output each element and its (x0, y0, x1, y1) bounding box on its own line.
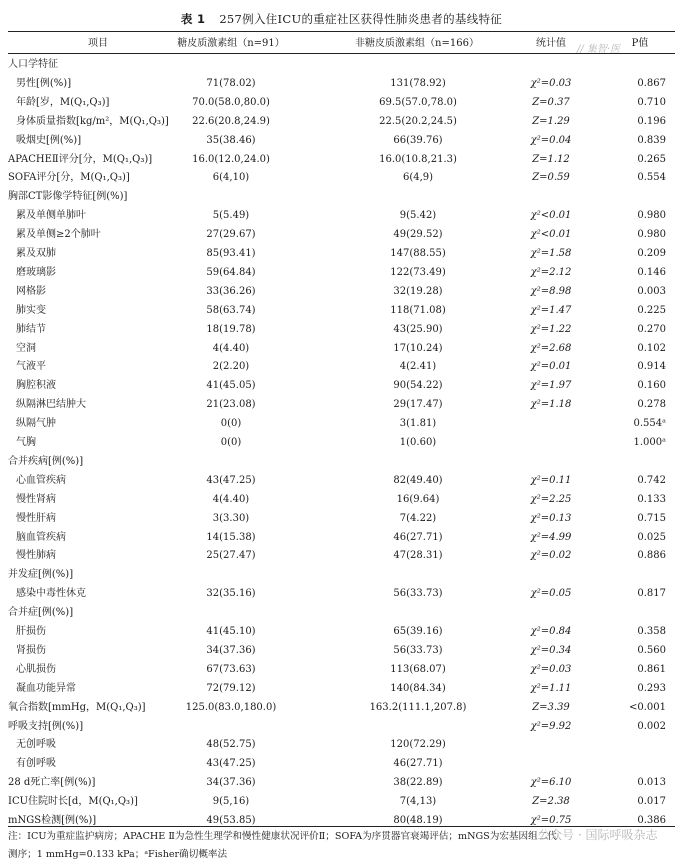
table-row (8, 415, 675, 433)
header-group2: 非糖皮质激素组（n=166） (355, 38, 479, 49)
cell-p: 0.278 (637, 399, 666, 411)
table-title (0, 11, 683, 27)
header-item: 项目 (88, 38, 108, 49)
cell-group1: 59(64.84) (206, 266, 256, 278)
cell-stat: Z=1.29 (532, 115, 570, 127)
cell-stat: χ²=0.04 (530, 134, 572, 146)
cell-item: 网格影 (16, 285, 46, 297)
cell-item: 气胸 (16, 437, 36, 448)
table-row (8, 245, 675, 263)
table-number: 表 1 (180, 12, 206, 26)
cell-stat: χ²=0.13 (530, 512, 572, 524)
watermark-bottom: 公众号 · 国际呼吸杂志 (538, 828, 658, 842)
cell-stat: Z=1.12 (532, 153, 570, 165)
cell-stat: χ²=1.18 (530, 399, 572, 411)
header-rule (8, 53, 675, 54)
cell-group2: 140(84.34) (390, 682, 446, 694)
cell-stat: χ²=2.25 (530, 493, 572, 505)
cell-group1: 85(93.41) (206, 248, 256, 259)
cell-stat: χ²=6.10 (530, 777, 572, 789)
cell-p: 0.839 (637, 134, 666, 146)
cell-p: 0.914 (637, 361, 666, 373)
cell-stat: χ²<0.01 (530, 210, 572, 222)
cell-group2: 17(10.24) (393, 342, 443, 354)
cell-group1: 48(52.75) (206, 739, 256, 751)
cell-item: 人口学特征 (8, 59, 58, 70)
cell-group1: 67(73.63) (206, 663, 256, 675)
cell-p: 0.017 (637, 796, 666, 808)
cell-group2: 69.5(57.0,78.0) (379, 96, 457, 108)
table-row (8, 604, 675, 622)
cell-p: 0.146 (637, 266, 666, 278)
cell-p: 0.225 (637, 304, 666, 316)
header-group1: 糖皮质激素组（n=91） (177, 38, 285, 49)
cell-group2: 7(4,13) (399, 796, 437, 808)
header-p: P值 (631, 38, 649, 49)
cell-p: 0.386 (637, 815, 666, 826)
cell-group1: 2(2.20) (212, 361, 250, 373)
cell-group2: 56(33.73) (393, 644, 443, 656)
cell-group1: 34(37.36) (206, 644, 256, 656)
table-row (8, 56, 675, 74)
table-row (8, 491, 675, 509)
table-row (8, 453, 675, 471)
cell-group2: 122(73.49) (390, 266, 446, 278)
cell-group2: 49(29.52) (393, 229, 443, 241)
table-row (8, 207, 675, 225)
cell-item: SOFA评分[分，M(Q₁,Q₃)] (8, 172, 130, 184)
header-stat: 统计值 (536, 38, 566, 49)
cell-p: 1.000ᵃ (633, 437, 666, 448)
cell-stat: χ²=2.12 (530, 266, 572, 278)
cell-stat: χ²=1.22 (530, 323, 572, 335)
cell-item: 吸烟史[例(%)] (16, 134, 82, 146)
cell-stat: χ²=1.47 (530, 304, 572, 316)
cell-item: 纵隔气肿 (16, 418, 56, 430)
cell-group2: 65(39.16) (393, 626, 443, 637)
cell-item: 脑血管疾病 (16, 531, 66, 543)
table-row (8, 264, 675, 282)
cell-group1: 72(79.12) (206, 682, 256, 694)
cell-item: 有创呼吸 (16, 758, 56, 770)
cell-p: 0.980 (637, 210, 666, 222)
cell-p: 0.710 (637, 96, 666, 108)
table-row (8, 661, 675, 679)
table-row (8, 585, 675, 603)
table-row (8, 547, 675, 565)
cell-group1: 22.6(20.8,24.9) (192, 115, 270, 127)
table-row (8, 793, 675, 811)
cell-item: 氧合指数[mmHg，M(Q₁,Q₃)] (8, 701, 146, 713)
cell-group2: 3(1.81) (399, 418, 437, 430)
cell-group1: 6(4,10) (212, 172, 250, 184)
cell-stat: χ²=9.92 (530, 720, 572, 732)
table-row (8, 188, 675, 206)
cell-p: 0.160 (637, 380, 666, 392)
cell-group1: 3(3.30) (212, 512, 250, 524)
cell-item: 心血管疾病 (16, 474, 66, 486)
cell-stat: χ²<0.01 (530, 229, 572, 241)
cell-group2: 82(49.40) (393, 474, 443, 486)
cell-group1: 41(45.05) (206, 380, 256, 392)
table-row (8, 699, 675, 717)
cell-group1: 43(47.25) (206, 758, 256, 770)
cell-group1: 35(38.46) (206, 134, 256, 146)
cell-item: 身体质量指数[kg/m²，M(Q₁,Q₃)] (16, 115, 169, 127)
cell-p: 0.742 (637, 474, 666, 486)
cell-item: 无创呼吸 (16, 739, 56, 751)
cell-stat: χ²=1.11 (530, 682, 572, 694)
cell-item: 慢性肝病 (16, 512, 56, 524)
cell-group1: 33(36.26) (206, 285, 256, 297)
cell-item: 胸部CT影像学特征[例(%)] (8, 191, 128, 203)
cell-item: 气液平 (16, 361, 46, 373)
cell-group1: 125.0(83.0,180.0) (185, 701, 277, 713)
cell-item: 合并疾病[例(%)] (8, 455, 84, 467)
cell-group1: 32(35.16) (206, 588, 256, 600)
cell-group1: 14(15.38) (206, 531, 256, 543)
cell-item: 呼吸支持[例(%)] (8, 720, 84, 732)
table-row (8, 358, 675, 376)
table-row (8, 94, 675, 112)
cell-p: 0.025 (637, 531, 666, 543)
cell-group1: 34(37.36) (206, 777, 256, 789)
cell-p: 0.265 (637, 153, 666, 165)
cell-group2: 9(5.42) (399, 210, 437, 222)
cell-group2: 131(78.92) (390, 77, 446, 89)
cell-p: 0.270 (637, 323, 666, 335)
cell-group1: 0(0) (220, 437, 242, 448)
cell-stat: χ²=0.05 (530, 588, 572, 600)
cell-group2: 118(71.08) (390, 304, 446, 316)
cell-p: 0.003 (637, 285, 666, 297)
cell-stat: Z=3.39 (532, 701, 570, 713)
cell-group1: 21(23.08) (206, 399, 256, 411)
table-row (8, 226, 675, 244)
cell-stat: χ²=1.58 (530, 248, 572, 259)
cell-group1: 71(78.02) (206, 77, 256, 89)
cell-group2: 46(27.71) (393, 531, 443, 543)
cell-item: 肺结节 (16, 323, 46, 335)
table-row (8, 736, 675, 754)
cell-group2: 90(54.22) (393, 380, 443, 392)
cell-item: 慢性肾病 (16, 493, 56, 505)
cell-stat: χ²=0.01 (530, 361, 572, 373)
cell-item: 累及单侧单肺叶 (16, 210, 86, 222)
cell-group2: 46(27.71) (393, 758, 443, 770)
table-row (8, 75, 675, 93)
table-row (8, 321, 675, 339)
cell-group1: 58(63.74) (206, 304, 256, 316)
cell-group2: 1(0.60) (399, 437, 437, 448)
table-row (8, 566, 675, 584)
cell-group2: 6(4,9) (402, 172, 434, 184)
table-row (8, 755, 675, 773)
cell-item: 累及双肺 (16, 248, 56, 259)
cell-item: 肺实变 (16, 304, 46, 316)
table-row (8, 132, 675, 150)
cell-group2: 7(4.22) (399, 512, 437, 524)
cell-stat: χ²=0.03 (530, 663, 572, 675)
cell-item: ICU住院时长[d，M(Q₁,Q₃)] (8, 796, 138, 808)
cell-group2: 16.0(10.8,21.3) (379, 153, 457, 165)
cell-stat: χ²=0.75 (530, 815, 572, 826)
table-row (8, 283, 675, 301)
cell-stat: Z=0.37 (532, 96, 570, 108)
cell-group2: 16(9.64) (396, 493, 440, 505)
cell-group1: 4(4.40) (212, 493, 250, 505)
cell-group1: 41(45.10) (206, 626, 256, 637)
cell-group2: 66(39.76) (393, 134, 443, 146)
table-row (8, 774, 675, 792)
table-row (8, 472, 675, 490)
cell-group2: 29(17.47) (393, 399, 443, 411)
cell-group2: 80(48.19) (393, 815, 443, 826)
cell-group1: 0(0) (220, 418, 242, 430)
cell-item: 纵隔淋巴结肿大 (16, 399, 86, 411)
table-row (8, 377, 675, 395)
cell-p: 0.133 (637, 493, 666, 505)
cell-p: 0.886 (637, 550, 666, 562)
table-row (8, 642, 675, 660)
cell-item: APACHEⅡ评分[分，M(Q₁,Q₃)] (8, 153, 153, 165)
cell-item: mNGS检测[例(%)] (8, 815, 97, 826)
cell-stat: Z=2.38 (532, 796, 570, 808)
cell-p: 0.817 (637, 588, 666, 600)
cell-group2: 147(88.55) (390, 248, 446, 259)
cell-group1: 9(5,16) (212, 796, 250, 808)
cell-p: 0.358 (637, 626, 666, 637)
cell-group2: 120(72.29) (390, 739, 446, 751)
table-row (8, 680, 675, 698)
watermark-top: // 集智·医 (577, 44, 621, 55)
table-row (8, 434, 675, 452)
cell-group1: 16.0(12.0,24.0) (192, 153, 270, 165)
table-row (8, 396, 675, 414)
cell-item: 肾损伤 (16, 644, 46, 656)
cell-group2: 113(68.07) (390, 663, 446, 675)
cell-group1: 25(27.47) (206, 550, 256, 562)
table-row (8, 169, 675, 187)
cell-item: 感染中毒性休克 (16, 588, 86, 600)
cell-group1: 5(5.49) (212, 210, 250, 222)
table-note-line2: 测序；1 mmHg=0.133 kPa；ᵃFisher确切概率法 (8, 849, 228, 860)
cell-p: 0.293 (637, 682, 666, 694)
cell-p: 0.980 (637, 229, 666, 241)
cell-p: 0.554 (637, 172, 666, 184)
cell-stat: χ²=0.11 (530, 474, 572, 486)
cell-group2: 32(19.28) (393, 285, 443, 297)
cell-group2: 38(22.89) (393, 777, 443, 789)
table-row (8, 718, 675, 736)
top-rule (8, 31, 675, 32)
cell-stat: χ²=0.02 (530, 550, 572, 562)
cell-group2: 163.2(111.1,207.8) (369, 701, 467, 713)
cell-item: 胸腔积液 (16, 380, 56, 392)
cell-p: 0.867 (637, 77, 666, 89)
cell-item: 慢性肺病 (16, 550, 56, 562)
cell-group2: 56(33.73) (393, 588, 443, 600)
cell-item: 肝损伤 (16, 626, 46, 637)
cell-p: 0.560 (637, 644, 666, 656)
cell-p: 0.861 (637, 663, 666, 675)
cell-group1: 27(29.67) (206, 229, 256, 241)
table-row (8, 113, 675, 131)
cell-item: 男性[例(%)] (16, 77, 72, 89)
table-row (8, 510, 675, 528)
table-row (8, 340, 675, 358)
cell-stat: χ²=0.03 (530, 77, 572, 89)
cell-p: 0.196 (637, 115, 666, 127)
cell-stat: χ²=0.34 (530, 644, 572, 656)
table-row (8, 151, 675, 169)
cell-p: 0.209 (637, 248, 666, 259)
table-row (8, 623, 675, 641)
cell-group1: 4(4.40) (212, 342, 250, 354)
cell-item: 并发症[例(%)] (8, 569, 74, 581)
cell-stat: χ²=0.84 (530, 626, 572, 637)
table-note-line1: 注：ICU为重症监护病房；APACHE Ⅱ为急性生理学和慢性健康状况评价Ⅱ；SOFA为序贯器官衰竭评估；mNGS为宏基因组二代 (8, 831, 557, 842)
cell-item: 磨玻璃影 (16, 266, 56, 278)
cell-p: <0.001 (628, 701, 666, 713)
cell-p: 0.013 (637, 777, 666, 789)
cell-item: 凝血功能异常 (16, 682, 76, 694)
cell-p: 0.554ᵃ (633, 418, 666, 430)
cell-p: 0.102 (637, 342, 666, 354)
cell-item: 心肌损伤 (16, 663, 56, 675)
cell-group2: 22.5(20.2,24.5) (379, 115, 457, 127)
table-row (8, 529, 675, 547)
cell-group1: 70.0(58.0,80.0) (192, 96, 270, 108)
cell-stat: χ²=8.98 (530, 285, 572, 297)
table-row (8, 302, 675, 320)
cell-group2: 4(2.41) (399, 361, 437, 373)
cell-group2: 43(25.90) (393, 323, 443, 335)
table-caption: 257例入住ICU的重症社区获得性肺炎患者的基线特征 (219, 12, 503, 26)
cell-stat: χ²=4.99 (530, 531, 572, 543)
cell-item: 年龄[岁，M(Q₁,Q₃)] (16, 96, 110, 108)
cell-item: 空洞 (16, 342, 36, 354)
cell-p: 0.002 (637, 720, 666, 732)
cell-item: 累及单侧≥2个肺叶 (16, 229, 101, 241)
cell-item: 28 d死亡率[例(%)] (8, 777, 96, 789)
cell-group1: 43(47.25) (206, 474, 256, 486)
cell-stat: χ²=1.97 (530, 380, 572, 392)
cell-stat: Z=0.59 (532, 172, 570, 184)
cell-group1: 18(19.78) (206, 323, 256, 335)
cell-p: 0.715 (637, 512, 666, 524)
cell-group1: 49(53.85) (206, 815, 256, 826)
cell-item: 合并症[例(%)] (8, 607, 74, 619)
cell-group2: 47(28.31) (393, 550, 443, 562)
cell-stat: χ²=2.68 (530, 342, 572, 354)
